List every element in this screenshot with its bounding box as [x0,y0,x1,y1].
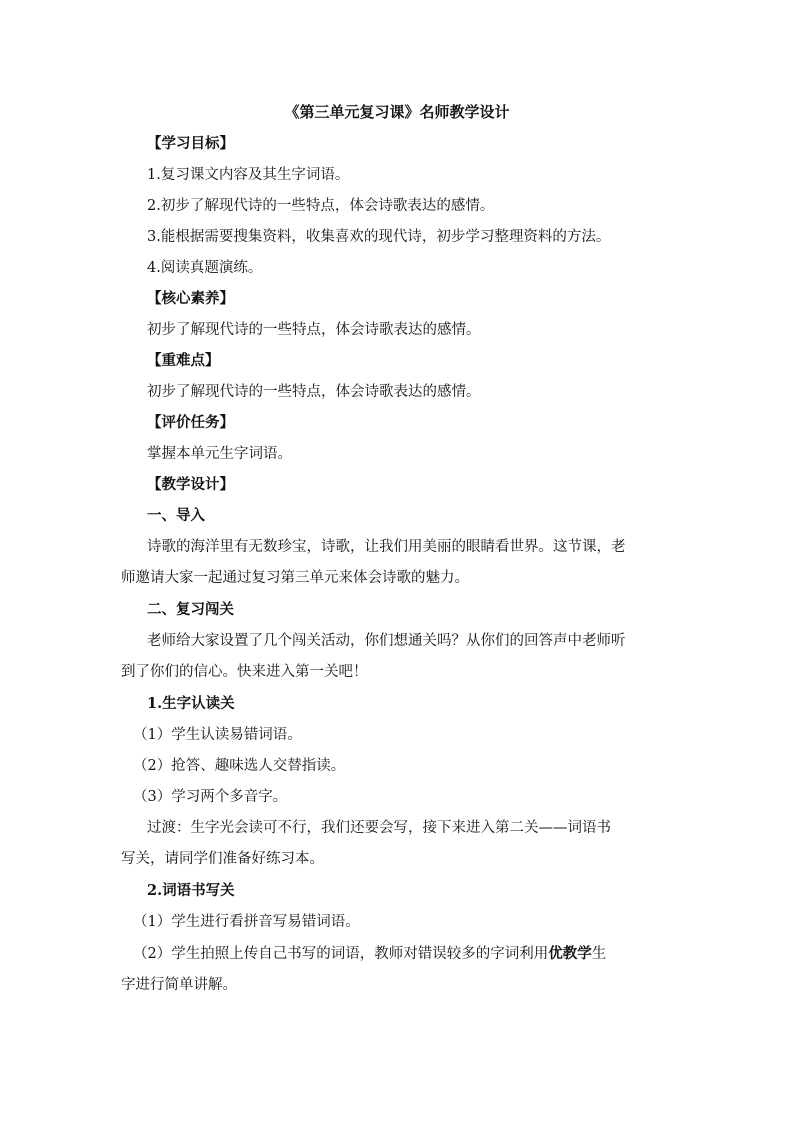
objective-item: 2.初步了解现代诗的一些特点，体会诗歌表达的感情。 [147,198,495,214]
level-1-item: （3）学习两个多音字。 [133,789,288,805]
section-intro-title: 一、导入 [147,507,205,524]
review-line-1: 老师给大家设置了几个闯关活动，你们想通关吗？从你们的回答声中老师听 [147,633,626,649]
level-2-item-2 [121,938,681,1001]
level-2-item-2-line-1 [121,938,681,970]
review-line-2: 到了你们的信心。快来进入第一关吧！ [121,664,368,680]
level-2-item: （1）学生进行看拼音写易错词语。 [133,914,360,930]
core-text: 初步了解现代诗的一些特点，体会诗歌表达的感情。 [147,322,481,338]
intro-line-1: 诗歌的海洋里有无数珍宝，诗歌，让我们用美丽的眼睛看世界。这节课，老 [147,539,626,555]
heading-core: 【核心素养】 [147,290,234,307]
heading-design: 【教学设计】 [147,476,234,493]
transition-line-2: 写关，请同学们准备好练习本。 [121,851,324,867]
level-1-title: 1.生字认读关 [147,695,235,712]
level-2-item-2-line-2: 字进行简单讲解。 [121,977,237,993]
level-2-title: 2.词语书写关 [147,882,235,899]
transition-line-1: 过渡：生字光会读可不行，我们还要会写，接下来进入第二关——词语书 [147,820,611,836]
intro-line-2: 师邀请大家一起通过复习第三单元来体会诗歌的魅力。 [121,570,469,586]
heading-objectives: 【学习目标】 [147,135,234,152]
section-review-title: 二、复习闯关 [147,601,234,618]
level-1-item: （1）学生认读易错词语。 [133,727,302,743]
document-body [121,133,681,1006]
level-1-item: （2）抢答、趣味选人交替指读。 [133,758,346,774]
intro-paragraph [121,532,681,594]
document-title: 《第三单元复习课》名师教学设计 [284,103,510,121]
objective-item: 4.阅读真题演练。 [147,260,263,276]
heading-key-points: 【重难点】 [147,352,220,369]
highlight-term: 优教学 [548,945,592,962]
objective-item: 1.复习课文内容及其生字词语。 [147,167,350,183]
heading-evaluation: 【评价任务】 [147,414,234,431]
review-paragraph [121,626,681,688]
item-text: 生 [591,946,607,962]
objective-item: 3.能根据需要搜集资料，收集喜欢的现代诗，初步学习整理资料的方法。 [147,229,611,245]
item-text: （2）学生拍照上传自己书写的词语，教师对错误较多的字词利用 [133,946,549,962]
evaluation-text: 掌握本单元生字词语。 [147,446,292,462]
key-points-text: 初步了解现代诗的一些特点，体会诗歌表达的感情。 [147,384,481,400]
transition-paragraph [121,813,681,875]
